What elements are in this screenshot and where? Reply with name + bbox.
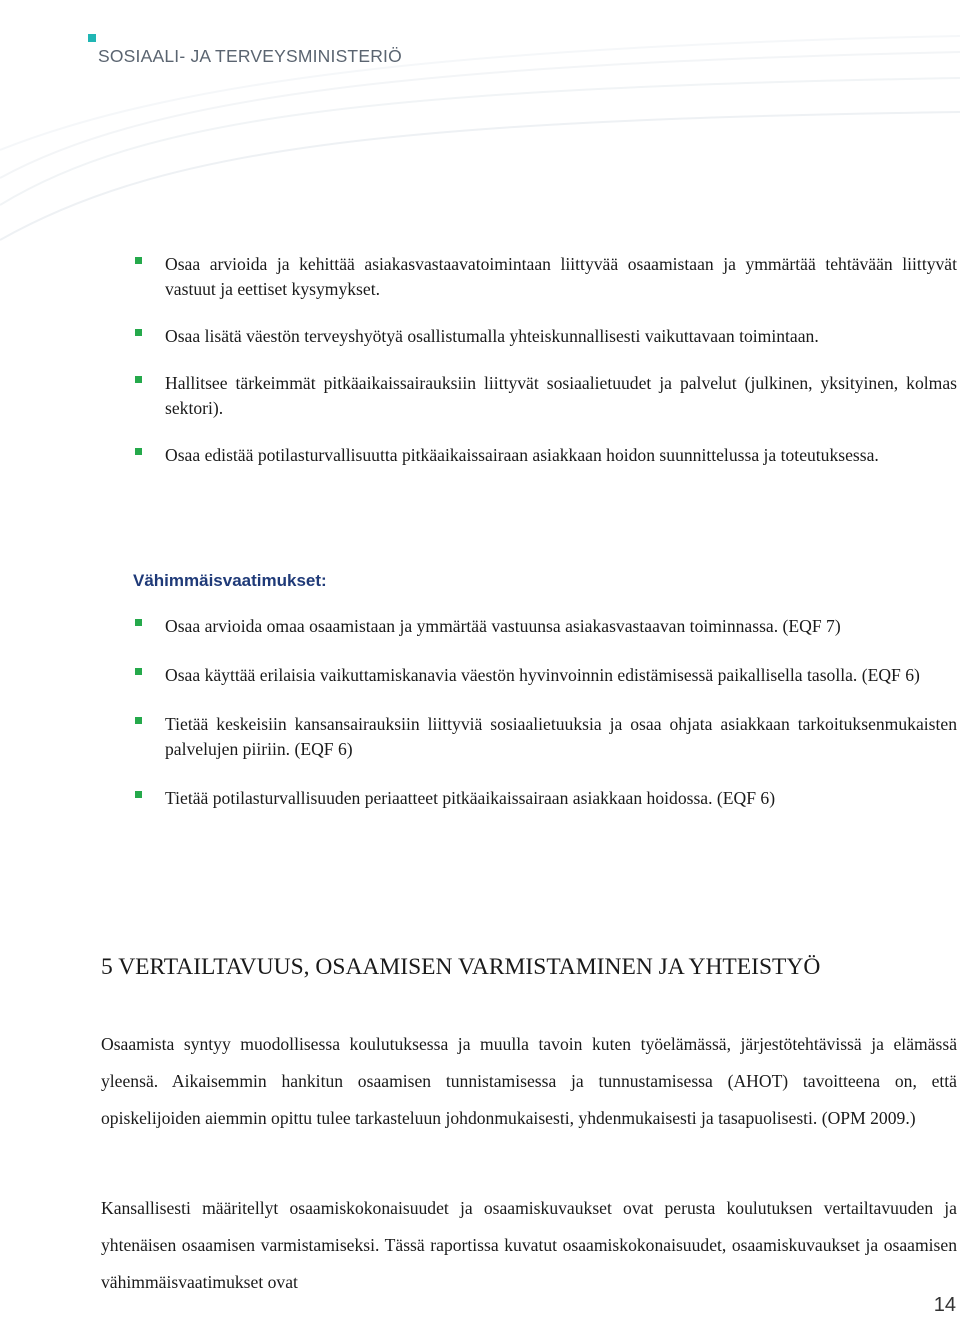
square-bullet-icon bbox=[135, 668, 142, 675]
square-bullet-icon bbox=[135, 376, 142, 383]
body-paragraph: Osaamista syntyy muodollisessa koulutuksessa ja muulla tavoin kuten työelämässä, järjestötehtävissä ja elämässä yleensä. Aikaisemmin hankitun osaamisen tunnistamisessa ja tunnustamisessa (AHOT) tavoitteena on, että opiskelijoiden aiemmin opittu tulee tarkasteluun johdonmukaisesti, yhdenmukaisesti ja tasapuolisesti. (OPM 2009.) bbox=[101, 1034, 957, 1128]
square-bullet-icon bbox=[135, 791, 142, 798]
list-item bbox=[135, 786, 957, 811]
page-number: 14 bbox=[933, 1294, 956, 1316]
square-bullet-icon bbox=[135, 619, 142, 626]
minimum-requirements-list bbox=[135, 614, 957, 811]
ministry-name: SOSIAALI- JA TERVEYSMINISTERIÖ bbox=[98, 46, 402, 66]
square-bullet-icon bbox=[135, 717, 142, 724]
list-item-text: Tietää potilasturvallisuuden periaatteet pitkäaikaissairaan asiakkaan hoidossa. (EQF 6) bbox=[165, 788, 776, 808]
list-item-text: Hallitsee tärkeimmät pitkäaikaissairauksiin liittyvät sosiaalietuudet ja palvelut (julkinen, yksityinen, kolmas sektori). bbox=[165, 373, 957, 418]
competency-bullet-list bbox=[135, 252, 957, 468]
square-bullet-icon bbox=[135, 448, 142, 455]
list-item bbox=[135, 443, 957, 468]
minimum-requirements-heading: Vähimmäisvaatimukset: bbox=[133, 571, 327, 590]
list-item bbox=[135, 712, 957, 762]
section-title: 5 VERTAILTAVUUS, OSAAMISEN VARMISTAMINEN JA YHTEISTYÖ bbox=[101, 954, 821, 980]
square-bullet-icon bbox=[135, 329, 142, 336]
list-item bbox=[135, 614, 957, 639]
list-item bbox=[135, 324, 957, 349]
list-item-text: Osaa lisätä väestön terveyshyötyä osallistumalla yhteiskunnallisesti vaikuttavaan toimintaan. bbox=[165, 326, 819, 346]
list-item-text: Tietää keskeisiin kansansairauksiin liittyviä sosiaalietuuksia ja osaa ohjata asiakkaan tarkoituksenmukaisten palvelujen piiriin. (EQF 6) bbox=[165, 714, 957, 759]
list-item-text: Osaa edistää potilasturvallisuutta pitkäaikaissairaan asiakkaan hoidon suunnittelussa ja toteutuksessa. bbox=[165, 445, 879, 465]
list-item-text: Osaa käyttää erilaisia vaikuttamiskanavia väestön hyvinvoinnin edistämisessä paikallisella tasolla. (EQF 6) bbox=[165, 665, 920, 685]
decorative-background-lines bbox=[0, 0, 960, 250]
list-item-text: Osaa arvioida ja kehittää asiakasvastaavatoimintaan liittyvää osaamistaan ja ymmärtää tehtävään liittyvät vastuut ja eettiset kysymykset. bbox=[165, 254, 957, 299]
ministry-logo-mark bbox=[88, 34, 96, 42]
body-paragraph: Kansallisesti määritellyt osaamiskokonaisuudet ja osaamiskuvaukset ovat perusta koulutuksen vertailtavuuden ja yhtenäisen osaamisen varmistamiseksi. Tässä raportissa kuvatut osaamiskokonaisuudet, osaamiskuvaukset ja osaamisen vähimmäisvaatimukset ovat bbox=[101, 1198, 957, 1292]
list-item bbox=[135, 663, 957, 688]
list-item-text: Osaa arvioida omaa osaamistaan ja ymmärtää vastuunsa asiakasvastaavan toiminnassa. (EQF 7) bbox=[165, 616, 841, 636]
list-item bbox=[135, 371, 957, 421]
list-item bbox=[135, 252, 957, 302]
square-bullet-icon bbox=[135, 257, 142, 264]
